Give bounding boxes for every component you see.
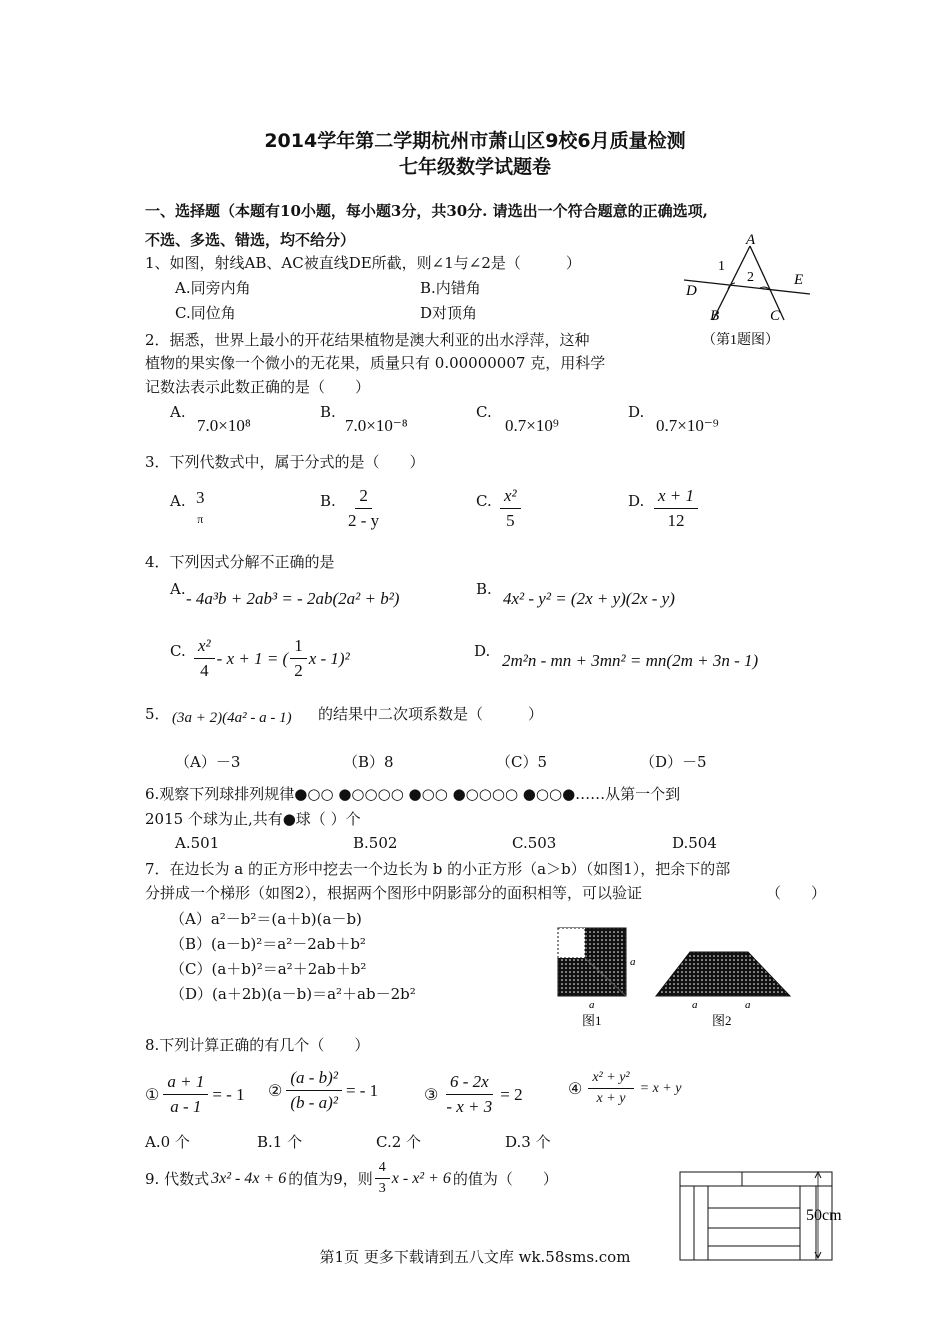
q3-option-c bbox=[500, 486, 521, 531]
q6-option-b: B.502 bbox=[353, 834, 398, 852]
q6-option-c: C.503 bbox=[512, 834, 557, 852]
q3-letter-d: D. bbox=[628, 492, 645, 510]
q7-line2: 分拼成一个梯形（如图2），根据两个图形中阴影部分的面积相等，可以验证 bbox=[145, 884, 643, 902]
q3-option-d bbox=[654, 486, 698, 531]
q7-paren: （ ） bbox=[766, 884, 827, 902]
q4-stem: 4．下列因式分解不正确的是 bbox=[145, 553, 335, 571]
q9-mid: 的值为9，则 bbox=[288, 1170, 373, 1188]
q1-option-c: C.同位角 bbox=[175, 304, 236, 322]
q9-line bbox=[145, 1160, 558, 1197]
q8-stem: 8.下列计算正确的有几个（ ） bbox=[145, 1036, 370, 1054]
q7-fig1-hole bbox=[558, 928, 585, 958]
q5-suffix: 的结果中二次项系数是（ ） bbox=[318, 705, 544, 723]
q3-option-a bbox=[192, 488, 209, 527]
q7-fig2-caption: 图2 bbox=[712, 1013, 732, 1028]
q1-option-b: B.内错角 bbox=[420, 279, 481, 297]
q8-option-d: D.3 个 bbox=[505, 1133, 551, 1151]
q4-letter-b: B. bbox=[476, 580, 492, 598]
q3-stem: 3．下列代数式中，属于分式的是（ ） bbox=[145, 453, 425, 471]
q7-option-c: （C）(a＋b)²＝a²＋2ab＋b² bbox=[170, 960, 367, 978]
section-heading-cont: 不选、多选、错选，均不给分） bbox=[145, 231, 356, 249]
q2-value-b: 7.0×10⁻⁸ bbox=[345, 416, 408, 435]
q8-item-3 bbox=[424, 1072, 523, 1117]
q1-option-d: D对顶角 bbox=[420, 304, 478, 322]
q8-num-2: (a - b)² bbox=[286, 1068, 342, 1091]
q1-figure bbox=[680, 228, 820, 353]
q7-option-b: （B）(a－b)²＝a²－2ab＋b² bbox=[170, 935, 366, 953]
q1-figure-caption: （第1题图） bbox=[702, 333, 779, 348]
q3-option-b bbox=[344, 486, 383, 531]
q3-letter-c: C. bbox=[476, 492, 492, 510]
q9-frac-num: 4 bbox=[375, 1160, 390, 1179]
q1-label-1: 1 bbox=[718, 259, 725, 274]
q8-option-c: C.2 个 bbox=[376, 1133, 422, 1151]
q8-option-b: B.1 个 bbox=[257, 1133, 303, 1151]
q4-c-half-den: 2 bbox=[294, 661, 303, 680]
q9-frac-den: 3 bbox=[378, 1181, 386, 1196]
q8-rhs-2: = - 1 bbox=[345, 1080, 379, 1100]
q2-line2: 植物的果实像一个微小的无花果，质量只有 0.00000007 克，用科学 bbox=[145, 354, 606, 372]
q2-value-c: 0.7×10⁹ bbox=[505, 416, 559, 435]
q6-line2: 2015 个球为止,共有●球（ ）个 bbox=[145, 810, 361, 828]
q8-mark-3: ③ bbox=[424, 1086, 439, 1104]
q8-item-1 bbox=[145, 1072, 245, 1117]
q8-rhs-3: = 2 bbox=[500, 1084, 523, 1104]
q8-num-3: 6 - 2x bbox=[446, 1072, 493, 1095]
q8-den-4: x + y bbox=[596, 1091, 626, 1106]
q8-rhs-1: = - 1 bbox=[212, 1084, 245, 1104]
q4-option-b: 4x² - y² = (2x + y)(2x - y) bbox=[503, 589, 675, 608]
q6-line1: 6.观察下列球排列规律●○○ ●○○○○ ●○○ ●○○○○ ●○○●……从第一个到 bbox=[145, 785, 681, 803]
q7-fig2-trapezoid bbox=[656, 952, 790, 996]
q6-option-d: D.504 bbox=[672, 834, 717, 852]
q3-b-den: 2 - y bbox=[348, 511, 380, 530]
q9-prefix: 9. 代数式 bbox=[145, 1170, 210, 1188]
page-footer: 第1页 更多下载请到五八文库 wk.58sms.com bbox=[319, 1248, 631, 1266]
q7-option-a: （A）a²－b²＝(a＋b)(a－b) bbox=[170, 910, 362, 928]
q4-c-den: 4 bbox=[200, 661, 209, 680]
q1-label-c: C bbox=[770, 308, 781, 324]
q8-num-4: x² + y² bbox=[588, 1070, 633, 1089]
q3-a-num: 3 bbox=[196, 488, 205, 507]
q7-fig2-label-a: a bbox=[692, 999, 698, 1011]
q2-letter-b: B. bbox=[320, 403, 336, 421]
q1-label-b: B bbox=[710, 308, 720, 324]
q4-option-d: 2m²n - mn + 3mn² = mn(2m + 3n - 1) bbox=[502, 651, 759, 670]
q4-c-num: x² bbox=[194, 636, 215, 659]
q1-label-2: 2 bbox=[747, 270, 754, 285]
q6-option-a: A.501 bbox=[175, 834, 220, 852]
q3-letter-b: B. bbox=[320, 492, 336, 510]
q3-c-den: 5 bbox=[506, 511, 515, 530]
q7-figures bbox=[540, 910, 800, 1030]
q8-mark-2: ② bbox=[268, 1082, 283, 1100]
q8-den-1: a - 1 bbox=[170, 1097, 202, 1116]
q9-suffix: 的值为（ ） bbox=[452, 1170, 558, 1188]
q3-a-den: π bbox=[197, 512, 204, 526]
q4-c-half-num: 1 bbox=[290, 636, 307, 659]
q4-letter-c: C. bbox=[170, 642, 186, 660]
q2-letter-a: A. bbox=[170, 403, 186, 421]
q8-item-2 bbox=[268, 1068, 378, 1113]
q8-rhs-4: = x + y bbox=[639, 1080, 682, 1096]
q5-option-a: （A）－3 bbox=[175, 753, 241, 771]
q8-den-2: (b - a)² bbox=[290, 1093, 338, 1112]
q4-option-c bbox=[194, 636, 350, 681]
q1-option-a: A.同旁内角 bbox=[175, 279, 251, 297]
q5-option-d: （D）－5 bbox=[640, 753, 707, 771]
q5-option-c: （C）5 bbox=[496, 753, 548, 771]
q2-line3: 记数法表示此数正确的是（ ） bbox=[145, 378, 371, 396]
q1-stem: 1、如图，射线AB、AC被直线DE所截，则∠1与∠2是（ ） bbox=[145, 254, 581, 272]
q7-fig1-caption: 图1 bbox=[582, 1013, 602, 1028]
q4-option-a: - 4a³b + 2ab³ = - 2ab(2a² + b²) bbox=[186, 589, 400, 608]
q1-label-a: A bbox=[746, 232, 756, 248]
q5-option-b: （B）8 bbox=[343, 753, 394, 771]
q4-c-mid: - x + 1 = ( bbox=[216, 648, 289, 668]
q7-option-d: （D）(a＋2b)(a－b)＝a²＋ab－2b² bbox=[170, 985, 416, 1003]
q5-expr: (3a + 2)(4a² - a - 1) bbox=[172, 710, 292, 726]
q8-item-4 bbox=[568, 1070, 681, 1107]
q1-label-d: D bbox=[686, 283, 697, 299]
q3-b-num: 2 bbox=[355, 486, 372, 509]
q3-letter-a: A. bbox=[170, 492, 186, 510]
q5-prefix: 5． bbox=[145, 705, 170, 723]
q7-fig1-label-a: a bbox=[630, 956, 636, 968]
q7-fig1-label-a2: a bbox=[589, 999, 595, 1011]
page-title: 2014学年第二学期杭州市萧山区9校6月质量检测 bbox=[264, 130, 686, 152]
q9-expr2: x - x² + 6 bbox=[391, 1169, 451, 1187]
q7-line1: 7．在边长为 a 的正方形中挖去一个边长为 b 的小正方形（a＞b）（如图1），把余下的部 bbox=[145, 860, 731, 878]
q3-c-num: x² bbox=[500, 486, 521, 509]
q8-den-3: - x + 3 bbox=[446, 1097, 493, 1116]
q3-d-num: x + 1 bbox=[654, 486, 698, 509]
q7-fig2-label-a2: a bbox=[745, 999, 751, 1011]
q2-value-a: 7.0×10⁸ bbox=[197, 416, 251, 435]
q2-letter-c: C. bbox=[476, 403, 492, 421]
q2-line1: 2．据悉，世界上最小的开花结果植物是澳大利亚的出水浮萍，这种 bbox=[145, 331, 590, 349]
page-subtitle: 七年级数学试题卷 bbox=[398, 156, 551, 178]
q9-figure-label: 50cm bbox=[806, 1207, 842, 1224]
q2-value-d: 0.7×10⁻⁹ bbox=[656, 416, 719, 435]
q8-num-1: a + 1 bbox=[163, 1072, 208, 1095]
q4-c-tail: x - 1)² bbox=[308, 648, 350, 668]
q4-letter-d: D. bbox=[474, 642, 491, 660]
q4-letter-a: A. bbox=[170, 580, 186, 598]
q9-expr1: 3x² - 4x + 6 bbox=[211, 1169, 287, 1187]
section-heading: 一、选择题（本题有10小题，每小题3分，共30分. 请选出一个符合题意的正确选项, bbox=[145, 202, 708, 220]
q8-option-a: A.0 个 bbox=[145, 1133, 190, 1151]
q8-mark-1: ① bbox=[145, 1086, 160, 1104]
q1-label-e: E bbox=[794, 272, 804, 288]
q8-mark-4: ④ bbox=[568, 1080, 583, 1098]
q3-d-den: 12 bbox=[667, 511, 685, 530]
q2-letter-d: D. bbox=[628, 403, 645, 421]
